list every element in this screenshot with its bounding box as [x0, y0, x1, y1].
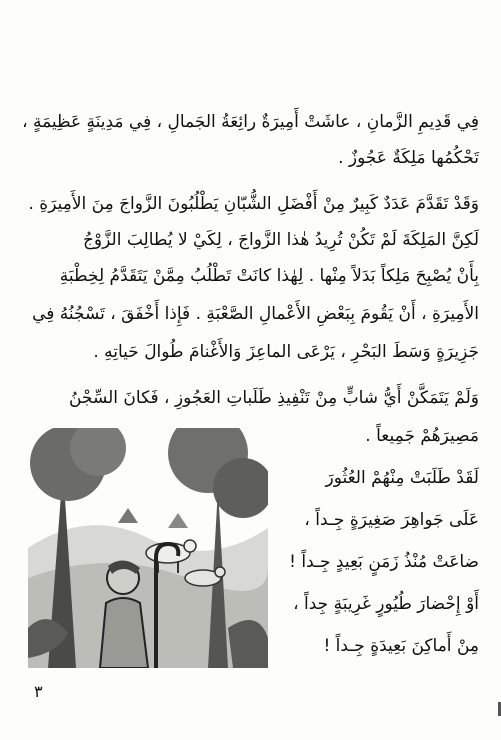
- text-line: لَقَدْ طَلَبَتْ مِنْهُمْ العُثُورَ: [325, 468, 479, 488]
- text-line: مَصِيرَهُمْ جَمِيعاً .: [365, 426, 479, 446]
- text-line: مِنْ أَماكِنَ بَعِيدَةٍ جِـداً !: [323, 636, 479, 656]
- text-line: وَقَدْ تَقَدَّمَ عَدَدٌ كَبِيرٌ مِنْ أَفْضَلِ الشُّبّانِ يَطْلُبُونَ الزَّواجَ مِنَ الأَمِيرَةِ .: [28, 194, 479, 214]
- text-line: أَوْ إِحْضارَ طُيُورٍ غَرِيبَةٍ جِداً ،: [293, 594, 479, 614]
- text-line: ضاعَتْ مُنْذُ زَمَنٍ بَعِيدٍ جِـداً !: [289, 552, 479, 572]
- text-line: وَلَمْ يَتَمَكَّنْ أَيُّ شابٍّ مِنْ تَنْفِيذِ طَلَباتِ العَجُوزِ ، فَكانَ السِّجْنُ: [69, 388, 479, 408]
- shepherd-with-goats-illustration: [28, 428, 268, 668]
- text-line: الأَمِيرَةِ ، أَنْ يَقُومَ بِبَعْضِ الأَعْمالِ الصَّعْبَةِ . فَإِذا أَخْفَقَ ، تَسْجُنُهُ فِي: [32, 304, 479, 324]
- page-number: ٣: [34, 682, 43, 701]
- text-line: تَحْكُمُها مَلِكَةٌ عَجُوزٌ .: [338, 148, 479, 168]
- text-line: بِأَنْ يُصْبِحَ مَلِكاً بَدَلاً مِنْها . لِهٰذا كانَتْ تَطْلُبُ مِمَّنْ يَتَقَدَّمُ لِخِطْبَةِ: [59, 266, 479, 286]
- text-line: عَلَى جَواهِرَ صَغِيرَةٍ جِـداً ،: [304, 510, 479, 530]
- text-line: لَكِنَّ المَلِكَةَ لَمْ تَكُنْ تُرِيدُ هٰذا الزَّواجَ ، لِكَيْ لا يُطالِبَ الزَّوْجُ: [82, 230, 479, 250]
- text-line: جَزِيرَةٍ وَسَطَ البَحْرِ ، يَرْعَى الماعِزَ وَالأَغْنامَ طُوالَ حَياتِهِ .: [93, 342, 479, 362]
- text-line: فِي قَدِيمِ الزَّمانِ ، عاشَتْ أَمِيرَةٌ رائِعَةُ الجَمالِ ، فِي مَدِينَةٍ عَظِيمَةٍ ،: [22, 112, 479, 132]
